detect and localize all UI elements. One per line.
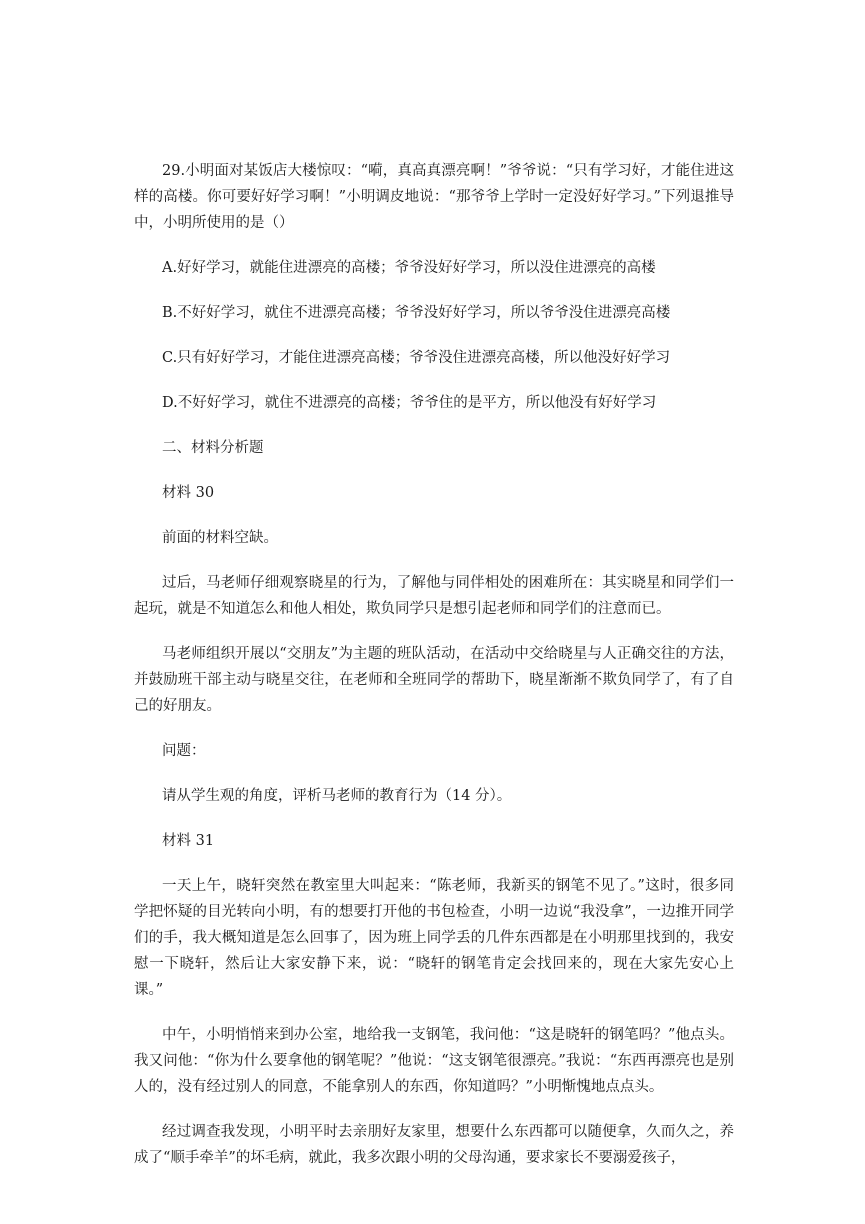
option-d: D.不好好学习，就住不进漂亮的高楼；爷爷住的是平方，所以他没有好好学习 [162, 395, 657, 411]
material-30-question-label: 问题： [162, 743, 206, 759]
material-30-missing-note: 前面的材料空缺。 [162, 530, 278, 546]
material-31-title: 材料 31 [162, 833, 215, 849]
option-b: B.不好好学习，就住不进漂亮高楼；爷爷没好好学习，所以爷爷没住进漂亮高楼 [162, 305, 671, 321]
option-a: A.好好学习，就能住进漂亮的高楼；爷爷没好好学习，所以没住进漂亮的高楼 [162, 260, 656, 276]
material-31-paragraph-3: 经过调查我发现，小明平时去亲朋好友家里，想要什么东西都可以随便拿，久而久之，养成了“顺手牵羊”的坏毛病，就此，我多次跟小明的父母沟通，要求家长不要溺爱孩子， [134, 1124, 734, 1166]
section-heading: 二、材料分析题 [162, 440, 264, 456]
material-30-paragraph-1: 过后，马老师仔细观察晓星的行为，了解他与同伴相处的困难所在：其实晓星和同学们一起玩，就是不知道怎么和他人相处，欺负同学只是想引起老师和同学们的注意而已。 [134, 575, 734, 617]
option-c: C.只有好好学习，才能住进漂亮高楼；爷爷没住进漂亮高楼，所以他没好好学习 [162, 350, 671, 366]
question-29-stem: 29.小明面对某饭店大楼惊叹：“嗬，真高真漂亮啊！”爷爷说：“只有学习好，才能住进这样的高楼。你可要好好学习啊！”小明调皮地说：“那爷爷上学时一定没好好学习。”下列退推导中，小明所使用的是（） [134, 163, 734, 231]
material-30-title: 材料 30 [162, 485, 215, 501]
document-body [134, 158, 734, 1171]
material-30-paragraph-2: 马老师组织开展以“交朋友”为主题的班队活动，在活动中交给晓星与人正确交往的方法，并鼓励班干部主动与晓星交往，在老师和全班同学的帮助下，晓星渐渐不欺负同学了，有了自己的好朋友。 [134, 646, 734, 714]
material-31-paragraph-2: 中午，小明悄悄来到办公室，地给我一支钢笔，我问他：“这是晓轩的钢笔吗？”他点头。我又问他：“你为什么要拿他的钢笔呢？”他说：“这支钢笔很漂亮。”我说：“东西再漂亮也是别人的，没有经过别人的同意，不能拿别人的东西，你知道吗？”小明惭愧地点点头。 [134, 1027, 734, 1095]
material-31-paragraph-1: 一天上午，晓轩突然在教室里大叫起来：“陈老师，我新买的钢笔不见了。”这时，很多同学把怀疑的目光转向小明，有的想要打开他的书包检查，小明一边说“我没拿”，一边推开同学们的手，我大概知道是怎么回事了，因为班上同学丢的几件东西都是在小明那里找到的，我安慰一下晓轩，然后让大家安静下来，说：“晓轩的钢笔肯定会找回来的，现在大家先安心上课。” [134, 878, 734, 998]
material-30-question: 请从学生观的角度，评析马老师的教育行为（14 分）。 [162, 788, 512, 804]
